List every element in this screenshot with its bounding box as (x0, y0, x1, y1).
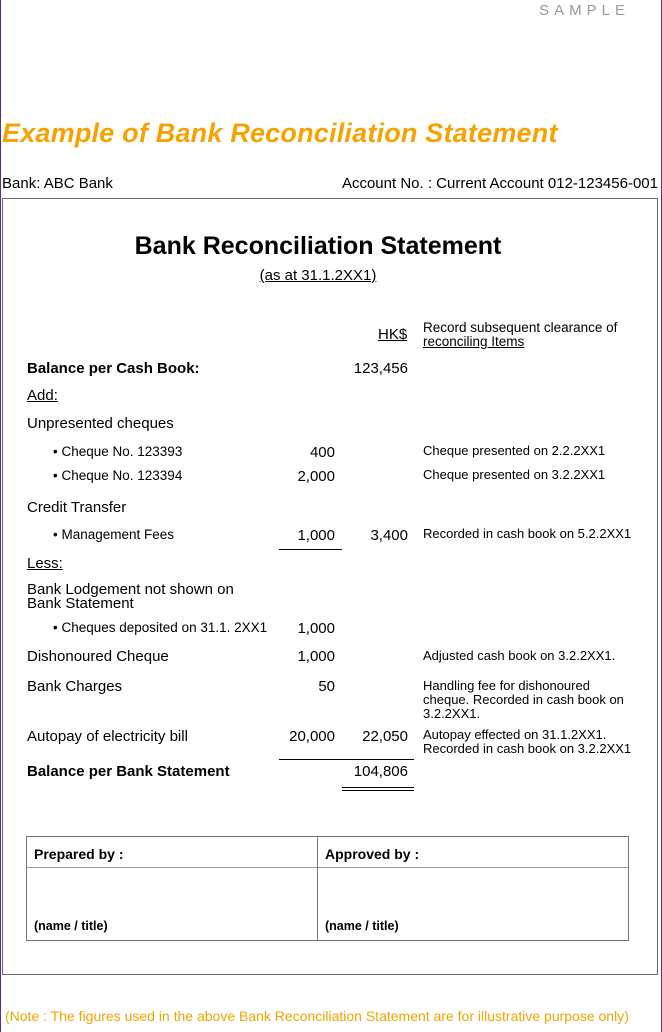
prepared-by-label: Prepared by : (34, 846, 124, 862)
statement-date: (as at 31.1.2XX1) (259, 267, 377, 284)
cheque2-note: Cheque presented on 3.2.2XX1 (423, 467, 606, 482)
balance-bank-label: Balance per Bank Statement (27, 763, 230, 780)
total-rule (279, 759, 414, 760)
dishonoured-value: 1,000 (297, 648, 335, 665)
charges-note-line1: Handling fee for dishonoured (423, 678, 590, 693)
signature-table (26, 836, 629, 941)
balance-cash-book-label: Balance per Cash Book: (27, 360, 200, 377)
prepared-name-field: (name / title) (34, 919, 108, 933)
autopay-label: Autopay of electricity bill (27, 728, 188, 745)
mgmt-fees-note: Recorded in cash book on 5.2.2XX1 (423, 526, 632, 541)
dishonoured-label: Dishonoured Cheque (27, 648, 169, 665)
lodgement-line2: Bank Statement (27, 595, 134, 612)
account-number: Account No. : Current Account 012-123456-001 (341, 175, 658, 192)
balance-bank-value: 104,806 (353, 763, 408, 780)
notes-header-line2: reconciling Items (423, 334, 525, 349)
charges-value: 50 (318, 678, 335, 695)
cheque1-label: • Cheque No. 123393 (53, 444, 183, 459)
charges-note-line2: cheque. Recorded in cash book on (423, 692, 624, 707)
add-label: Add: (27, 387, 58, 404)
cheque1-note: Cheque presented on 2.2.2XX1 (423, 443, 606, 458)
page-title: Example of Bank Reconciliation Statement (2, 118, 558, 148)
dishonoured-note: Adjusted cash book on 3.2.2XX1. (423, 648, 616, 663)
less-label: Less: (27, 555, 63, 572)
deposited-label: • Cheques deposited on 31.1. 2XX1 (53, 620, 268, 635)
cheque2-value: 2,000 (297, 468, 335, 485)
notes-header-line1: Record subsequent clearance of (423, 320, 618, 335)
sample-watermark: SAMPLE (539, 2, 630, 19)
signature-header-divider (27, 867, 628, 868)
cheque2-label: • Cheque No. 123394 (53, 468, 183, 483)
mgmt-fees-value: 1,000 (297, 527, 335, 544)
currency-header: HK$ (378, 326, 408, 343)
double-rule-top (342, 787, 414, 788)
mgmt-fees-label: • Management Fees (53, 527, 175, 542)
less-total: 22,050 (362, 728, 408, 745)
autopay-note-line1: Autopay effected on 31.1.2XX1. (423, 727, 607, 742)
bank-name: Bank: ABC Bank (2, 175, 113, 192)
charges-note-line3: 3.2.2XX1. (423, 706, 481, 721)
footnote: (Note : The figures used in the above Bank Reconciliation Statement are for illustrative purpose only) (5, 1008, 629, 1024)
subtotal-rule (279, 549, 342, 550)
signature-column-divider (317, 837, 318, 940)
deposited-value: 1,000 (297, 620, 335, 637)
autopay-note-line2: Recorded in cash book on 3.2.2XX1 (423, 741, 632, 756)
page-border-left (0, 0, 1, 1032)
autopay-value: 20,000 (289, 728, 335, 745)
credit-transfer-label: Credit Transfer (27, 499, 127, 516)
cheque1-value: 400 (309, 444, 335, 461)
unpresented-label: Unpresented cheques (27, 415, 174, 432)
statement-title: Bank Reconciliation Statement (134, 232, 502, 260)
add-total: 3,400 (370, 527, 408, 544)
balance-cash-book-value: 123,456 (353, 360, 408, 377)
lodgement-line1: Bank Lodgement not shown on (27, 581, 234, 598)
approved-by-label: Approved by : (325, 846, 420, 862)
approved-name-field: (name / title) (325, 919, 399, 933)
double-rule-bottom (342, 790, 414, 791)
charges-label: Bank Charges (27, 678, 123, 695)
